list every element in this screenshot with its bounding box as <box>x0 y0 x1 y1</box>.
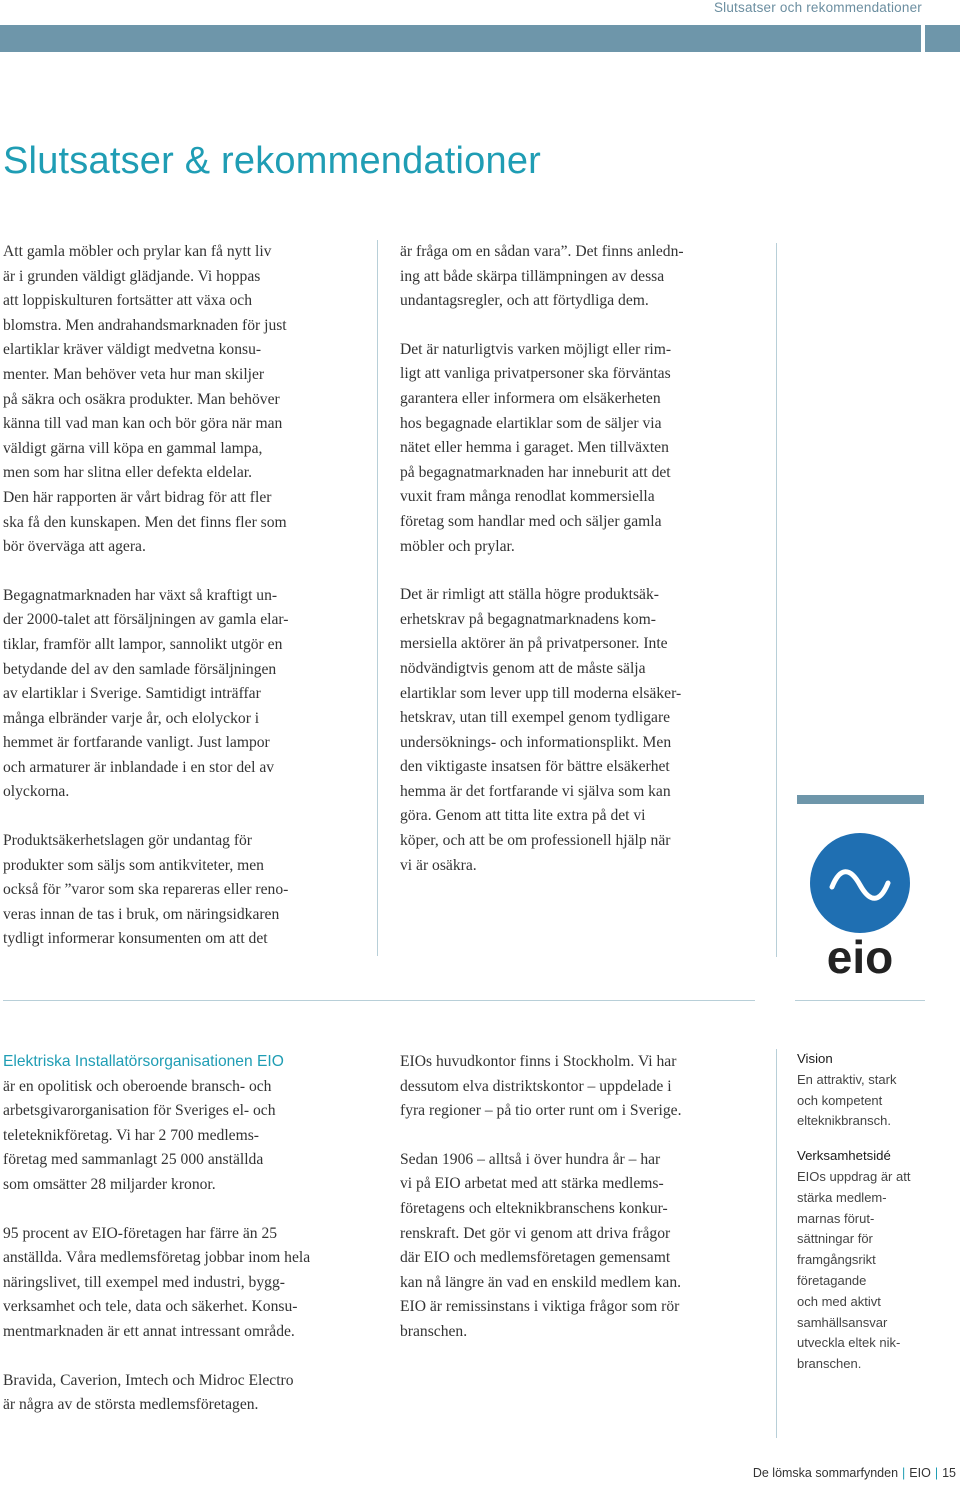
logo-wordmark: eio <box>826 931 894 978</box>
paragraph: Bravida, Caverion, Imtech och Midroc Electro är några av de största medlemsföretagen. <box>3 1371 294 1414</box>
org-name: Elektriska Installatörsorganisationen EIO <box>3 1053 284 1070</box>
column-divider <box>776 1049 777 1438</box>
section-divider <box>795 1000 925 1001</box>
body-column-2 <box>400 240 760 902</box>
about-text: är en opolitisk och oberoende bransch- och arbetsgivarorganisation för Sveriges el- och teleteknikföretag. Vi har 2 700 medlems- företag med sammanlagt 25 000 anställda som omsätter 28 miljarder kronor. <box>3 1077 276 1193</box>
paragraph: Det är naturligtvis varken möjligt eller rim- ligt att vanliga privatpersoner ska förväntas garantera eller informera om elsäkerheten hos begagnade elartiklar som de säljer via nätet eller hemma i garaget. Men tillväxten på begagnatmarknaden har inneburit att det vuxit fram många renodlat kommersiella företag som handlar med och säljer gamla möbler och prylar. <box>400 340 672 555</box>
paragraph: Produktsäkerhetslagen gör undantag för produkter som säljs som antikviteter, men också för ”varor som ska repareras eller reno- veras innan de tas i bruk, om näringsidkaren tydligt informerar konsumenten om att det <box>3 832 289 948</box>
column-divider <box>776 243 777 957</box>
accent-bar <box>797 795 924 804</box>
page-footer: De lömska sommarfynden | EIO | 15 <box>752 1466 956 1480</box>
vision-text: En attraktiv, stark och kompetent elteknikbransch. <box>797 1071 897 1129</box>
about-column-1 <box>3 1050 368 1442</box>
publication-name: De lömska sommarfynden <box>752 1466 899 1480</box>
page-title: Slutsatser & rekommendationer <box>3 140 542 182</box>
body-column-1 <box>3 240 368 976</box>
column-divider <box>377 240 378 956</box>
footer-org: EIO <box>909 1466 931 1480</box>
paragraph: är fråga om en sådan vara”. Det finns anledn- ing att både skärpa tillämpningen av dessa undantagsregler, och att förtydliga dem. <box>400 243 684 310</box>
header-band <box>0 25 960 52</box>
mission-heading: Verksamhetsidé <box>797 1148 891 1164</box>
paragraph: Sedan 1906 – alltså i över hundra år – har vi på EIO arbetat med att stärka medlems- företagens och elteknikbranschens konkur- renskraft. Det gör vi genom att driva frågor där EIO och medlemsföretagen gemensamt kan nå längre än vad en enskild medlem kan. EIO är remissinstans i viktiga frågor som rör branschen. <box>400 1150 682 1340</box>
paragraph: Begagnatmarknaden har växt så kraftigt un- der 2000-talet att försäljningen av gamla elar- tiklar, framför allt lampor, sannolikt utgör en betydande del av den samlade försäljningen av elartiklar i Sverige. Samtidigt inträffar många elbränder varje år, och elolyckor i hemmet är fortfarande vanligt. Just lampor och armaturer är inblandade i en stor del av olyckorna. <box>3 586 289 801</box>
about-column-2 <box>400 1050 760 1369</box>
vision-heading: Vision <box>797 1051 833 1066</box>
paragraph <box>3 1050 368 1198</box>
paragraph: Att gamla möbler och prylar kan få nytt liv är i grunden väldigt glädjande. Vi hoppas att loppiskulturen fortsätter att växa och blomstra. Men andrahandsmarknaden för just elartiklar kräver väldigt medvetna konsu- menter. Man behöver veta hur man skiljer på säkra och osäkra produkter. Man behöver känna till vad man kan och bör göra när man väldigt gärna vill köpa en gammal lampa, men som har slitna eller defekta eldelar. Den här rapporten är vårt bidrag för att fler ska få den kunskapen. Men det finns fler som bör överväga att agera. <box>3 243 287 556</box>
page-number: 15 <box>942 1466 956 1480</box>
vision-sidebar <box>797 1049 947 1389</box>
paragraph: Det är rimligt att ställa högre produktsäk- erhetskrav på begagnatmarknadens kom- mersiella aktörer än på privatpersoner. Inte nödvändigtvis genom att de måste sälja elartiklar som lever upp till moderna elsäker- hetskrav, utan till exempel genom tydligare undersöknings- och informationsplikt. Men den viktigaste insatsen för bättre elsäkerhet hemma är det fortfarande vi själva som kan göra. Genom att titta lite extra på det vi köper, och att be om professionell hjälp när vi är osäkra. <box>400 586 682 874</box>
eio-logo <box>810 833 910 978</box>
running-head: Slutsatser och rekommendationer <box>713 0 922 15</box>
section-divider <box>3 1000 755 1001</box>
paragraph: 95 procent av EIO-företagen har färre än 25 anställda. Våra medlemsföretag jobbar inom hela näringslivet, till exempel med industri, bygg- verksamhet och tele, data och säkerhet. Konsu- mentmarknaden är ett annat intressant område. <box>3 1224 311 1340</box>
paragraph: EIOs huvudkontor finns i Stockholm. Vi har dessutom elva distriktskontor – uppdelade i fyra regioner – på tio orter runt om i Sverige. <box>400 1053 682 1120</box>
mission-text: EIOs uppdrag är att stärka medlem- marnas förut- sättningar för framgångsrikt företagande och med aktivt samhällsansvar utveckla eltek nik- branschen. <box>797 1168 911 1372</box>
